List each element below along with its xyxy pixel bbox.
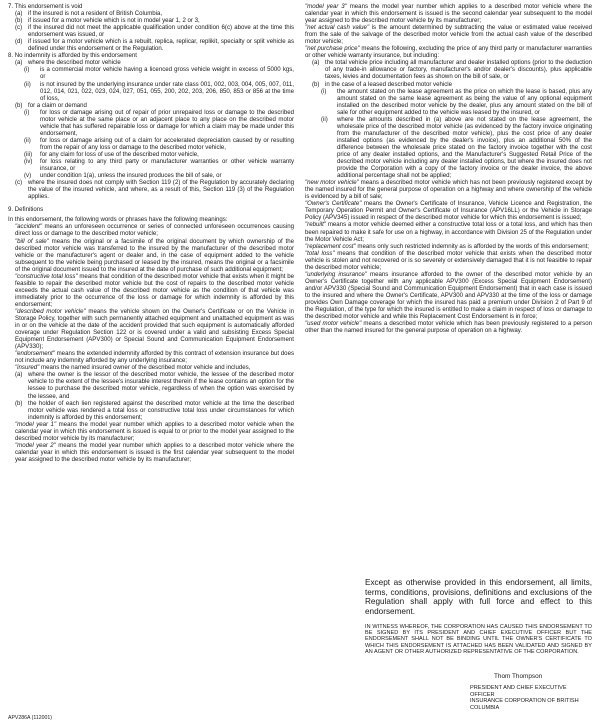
definition-insured: "insured" means the named insured owner of the described motor vehicle and includes, (15, 364, 251, 372)
section-8-item-c: (c) where the insured does not comply with Section 119 (2) of the Regulation by accurately declaring the value of the insured vehicle, and where, as a result of this, Section 119 (3) of the Regulation applies. (15, 179, 294, 201)
definitions-intro: In this endorsement, the following words or phrases have the following meanings: (8, 216, 228, 224)
definition-replacement-cost: "replacement cost" means only such restricted indemnity as is afforded by the words of this endorsement; (305, 242, 589, 250)
insured-item: (b) the holder of each lien registered against the described motor vehicle at the time the described motor vehicle was rendered a total loss or constructive total loss under circumstances for which indemnity is afforded by this endorsement; (15, 399, 294, 421)
npp-item-b: (b) in the case of a leased described motor vehicle (312, 80, 453, 88)
section-8-subitem: (i) for loss or damage arising out of repair of prior unrepaired loss or damage to the described motor vehicle at the same place or an adjacent place to any place on the described motor vehicle that has suffered repairable loss or damage for which a claim may be made under this endorsement, (24, 108, 294, 137)
section-8-subitem: (i) is a commercial motor vehicle having a licenced gross vehicle weight in excess of 5000 kgs, or (24, 66, 294, 81)
section-8-item-b: (b) for a claim or demand (15, 101, 87, 109)
npp-subitem: (ii) where the amounts described in (a) above are not stated on the lease agreement, the wholesale price of the described motor vehicle (as evidenced by the factory invoice originating from the manufacturer of the described motor vehicle), plus the cost price of any dealer installed options (as evidenced by the dealer's invoice), plus an additional 50% of the difference between the wholesale price stated on the factory invoice together with the cost price of any dealer installed options, and the Manufacturer's Suggested Retail Price of the described motor vehicle including any dealer installed options, but where the insured does not provide the Corporation with a copy of the factory invoice or the dealer invoice, the above additional percentage shall not be applied; (321, 115, 592, 180)
definition-constructive-total-loss: "constructive total loss" means that condition of the described motor vehicle that exists when it might be feasible to repair the described motor vehicle but the cost of repairs to the described motor vehicle exceeds the actual cash value of the described motor vehicle as the condition of that vehicle was immediately prior to the occurrence of the loss or damage for which indemnity is afforded by this endorsement; (15, 272, 294, 308)
npp-item-a: (a) the total vehicle price including all manufacturer and dealer installed options (prior to the deduction of any trade-in allowance or factory, manufacturer's and/or dealer's discounts), plus applicable taxes, levies and documentation fees as shown on the bill of sale, or (312, 59, 592, 81)
npp-subitem: (i) the amount stated on the lease agreement as the price on which the lease is based, plus any amount stated on the same lease agreement as being the value of any optional equipment installed on the described motor vehicle by the dealer, plus any amount stated on the bill of sale for other equipment added to the vehicle was leased by the insured, or (321, 87, 592, 116)
section-8-subitem: (iii) for any claim for loss of use of the described motor vehicle, (24, 150, 199, 158)
insured-item: (a) where the owner is the lessor of the described motor vehicle, the lessee of the described motor vehicle to the extent of the lessee's insurable interest therein if the lease contains an option for the lessee to purchase the described motor vehicle, regardless of when the option was exercised by the lessee, and (15, 371, 294, 400)
section-8-subitem: (iv) for loss relating to any third party or manufacturer warranties or other vehicle warranty insurance, or (24, 158, 294, 173)
section-8-item-a: (a) where the described motor vehicle (15, 59, 121, 67)
section-7-item: (c) if the insured did not meet the applicable qualification under condition 6(c) above at the time this endorsement was issued, or (15, 24, 294, 39)
definition-net-actual-cash-value: "net actual cash value" is the amount determined by subtracting the value or estimated value received from the sale of the salvage of the described motor vehicle from the actual cash value of the described motor vehicle; (305, 24, 592, 46)
definition-underlying-insurance: "underlying insurance" means insurance afforded to the owner of the described motor vehicle by an Owner's Certificate together with any applicable APV300 (Excess Special Equipment Endorsement) and/or APV330 (Special Sound and Communication Equipment Endorsement) that in each case is issued to the insured and where the Owner's Certificate, APV300 and APV330 at the time of the loss or damage provides Own Damage coverage for which the insured has paid a premium under Division 2 of Part 9 of the Regulation, of the type for which the insured is entitled to make a claim in respect of loss or damage to the described motor vehicle and while this Replacement Cost Endorsement is in force; (305, 270, 593, 321)
section-7 (8, 3, 294, 52)
section-8-subitem: (ii) is not insured by the underlying insurance under rate class 001, 002, 003, 004, 005, 007, 011, 012, 014, 021, 022, 023, 024, 027, 051, 055, 200, 202, 203, 206, 850, 853 or 856 at the time of loss, (24, 80, 294, 102)
witness-clause: IN WITNESS WHEREOF, THE CORPORATION HAS CAUSED THIS ENDORSEMENT TO BE SIGNED BY ITS PRESIDENT AND CHIEF EXECUTIVE OFFICER BUT THE ENDORSEMENT SHALL NOT BE BINDING UNTIL THE OWNER'S CERTIFICATE TO WHICH THIS ENDORSEMENT IS ATTACHED HAS BEEN VALIDATED AND SIGNED BY AN AGENT OR OTHER AUTHORIZED REPRESENTATIVE OF THE CORPORATION. (365, 624, 592, 655)
definition-described-motor-vehicle: "described motor vehicle" means the vehicle shown on the Owner's Certificate or on the Vehicle in Storage Policy, together with such permanently attached equipment and unattached equipment as was in or on the vehicle at the date of the accident provided that such equipment is automatically afforded coverage under Regulation Section 122 or is covered under a valid and subsisting Excess Special Equipment Endorsement (APV300) or Special Sound and Communication Equipment Endorsement (APV330); (15, 307, 294, 351)
closing-statement: Except as otherwise provided in this endorsement, all limits, terms, conditions, provisions, definitions and exclusions of the Regulation shall apply with full force and effect to this endorsement. (365, 578, 592, 616)
signature-block (470, 674, 592, 711)
signatory-title: PRESIDENT AND CHIEF EXECUTIVE OFFICER (470, 685, 567, 698)
definition-model-year-2: "model year 2" means the model year number which applies to a described motor vehicle where the calendar year in which this endorsement is issued is the first calendar year subsequent to the model year assigned to the described motor vehicle by its manufacturer; (15, 441, 294, 463)
section-7-item: (a) if the insured is not a resident of British Columbia, (15, 10, 163, 18)
definition-bill-of-sale: "bill of sale" means the original or a facsimile of the original document by which ownership of the described motor vehicle was transferred to the insured by the manufacturer of the described motor vehicle or the manufacturer's agent or dealer and, in the case of equipment added to the vehicle subsequent to the vehicle being purchased or leased by the insured, means the original or a facsimile of the original document issued to the insured at the date of purchase of such additional equipment; (15, 237, 294, 273)
signatory-name: Thom Thompson (494, 673, 543, 680)
left-column (8, 3, 294, 463)
section-7-item: (b) if issued for a motor vehicle which is not in model year 1, 2 or 3, (15, 17, 200, 25)
definition-rebuilt: "rebuilt" means a motor vehicle deemed either a constructive total loss or a total loss, and which has then been repaired to make it safe for use on a highway, in accordance with Division 25 of the Regulation under the Motor Vehicle Act; (305, 221, 592, 243)
definition-endorsement: "endorsement" means the extended indemnity afforded by this contract of extension insurance but does not include any indemnity afforded by any underlying insurance; (15, 350, 294, 365)
section-9-title: 9. Definitions (8, 206, 44, 214)
definition-used-motor-vehicle: "used motor vehicle" means a described motor vehicle which has been previously registered to a person other than the named insured for the general purpose of operation on a highway. (305, 320, 592, 335)
section-7-item: (d) if issued for a motor vehicle which is a rebuilt, replica, replicar, replikit, specialty or split vehicle as defined under this endorsement or the Regulation. (15, 38, 294, 53)
section-8 (8, 52, 294, 200)
section-7-title: 7. This endorsement is void (8, 3, 83, 10)
form-number: APV286A (112001) (8, 715, 53, 721)
definition-total-loss: "total loss" means that condition of the described motor vehicle that exists when the described motor vehicle is stolen and not recovered or is so severely or extensively damaged that it is not feasible to repair the described motor vehicle; (305, 249, 592, 271)
definition-model-year-3: "model year 3" means the model year number which applies to a described motor vehicle where the calendar year in which this endorsement is issued is the second calendar year subsequent to the model year assigned to the described motor vehicle by its manufacturer; (305, 3, 592, 25)
section-8-subitem: (ii) for loss or damage arising out of a claim for accelerated depreciation caused by or resulting from the repair of any loss or damage to the described motor vehicle, (24, 136, 294, 151)
section-8-title: 8. No indemnity is afforded by this endorsement (8, 52, 137, 60)
definition-net-purchase-price: "net purchase price" means the following, excluding the price of any third party or manufacturer warranties or other vehicle warranty insurance, but including: (305, 45, 592, 60)
definition-owners-certificate: "Owner's Certificate" means the Owner's Certificate of Insurance, Vehicle Licence and Registration, the Temporary Operation Permit and Owner's Certificate of Insurance (APV16LL) or the Vehicle in Storage Policy (APV345) issued in respect of the described motor vehicle for which this endorsement is issued; (305, 200, 592, 222)
section-9 (8, 206, 294, 463)
right-column (305, 3, 592, 334)
definition-accident: "accident" means an unforeseen occurrence or series of connected unforeseen occurrences causing direct loss or damage to the described motor vehicle; (15, 223, 294, 238)
signatory-organization: INSURANCE CORPORATION OF BRITISH COLUMBIA (470, 698, 579, 711)
definition-model-year-1: "model year 1" means the model year number which applies to a described motor vehicle when the calendar year in which this endorsement is issued is equal to or prior to the model year assigned to the described motor vehicle by its manufacturer; (15, 420, 294, 442)
section-8-subitem: (v) under condition 1(a), unless the insured produces the bill of sale, or (24, 172, 222, 180)
definition-new-motor-vehicle: "new motor vehicle" means a described motor vehicle which has not been previously registered except by the named insured for the general purpose of operation on a highway and where ownership of the vehicle is evidenced by a bill of sale; (305, 179, 592, 201)
